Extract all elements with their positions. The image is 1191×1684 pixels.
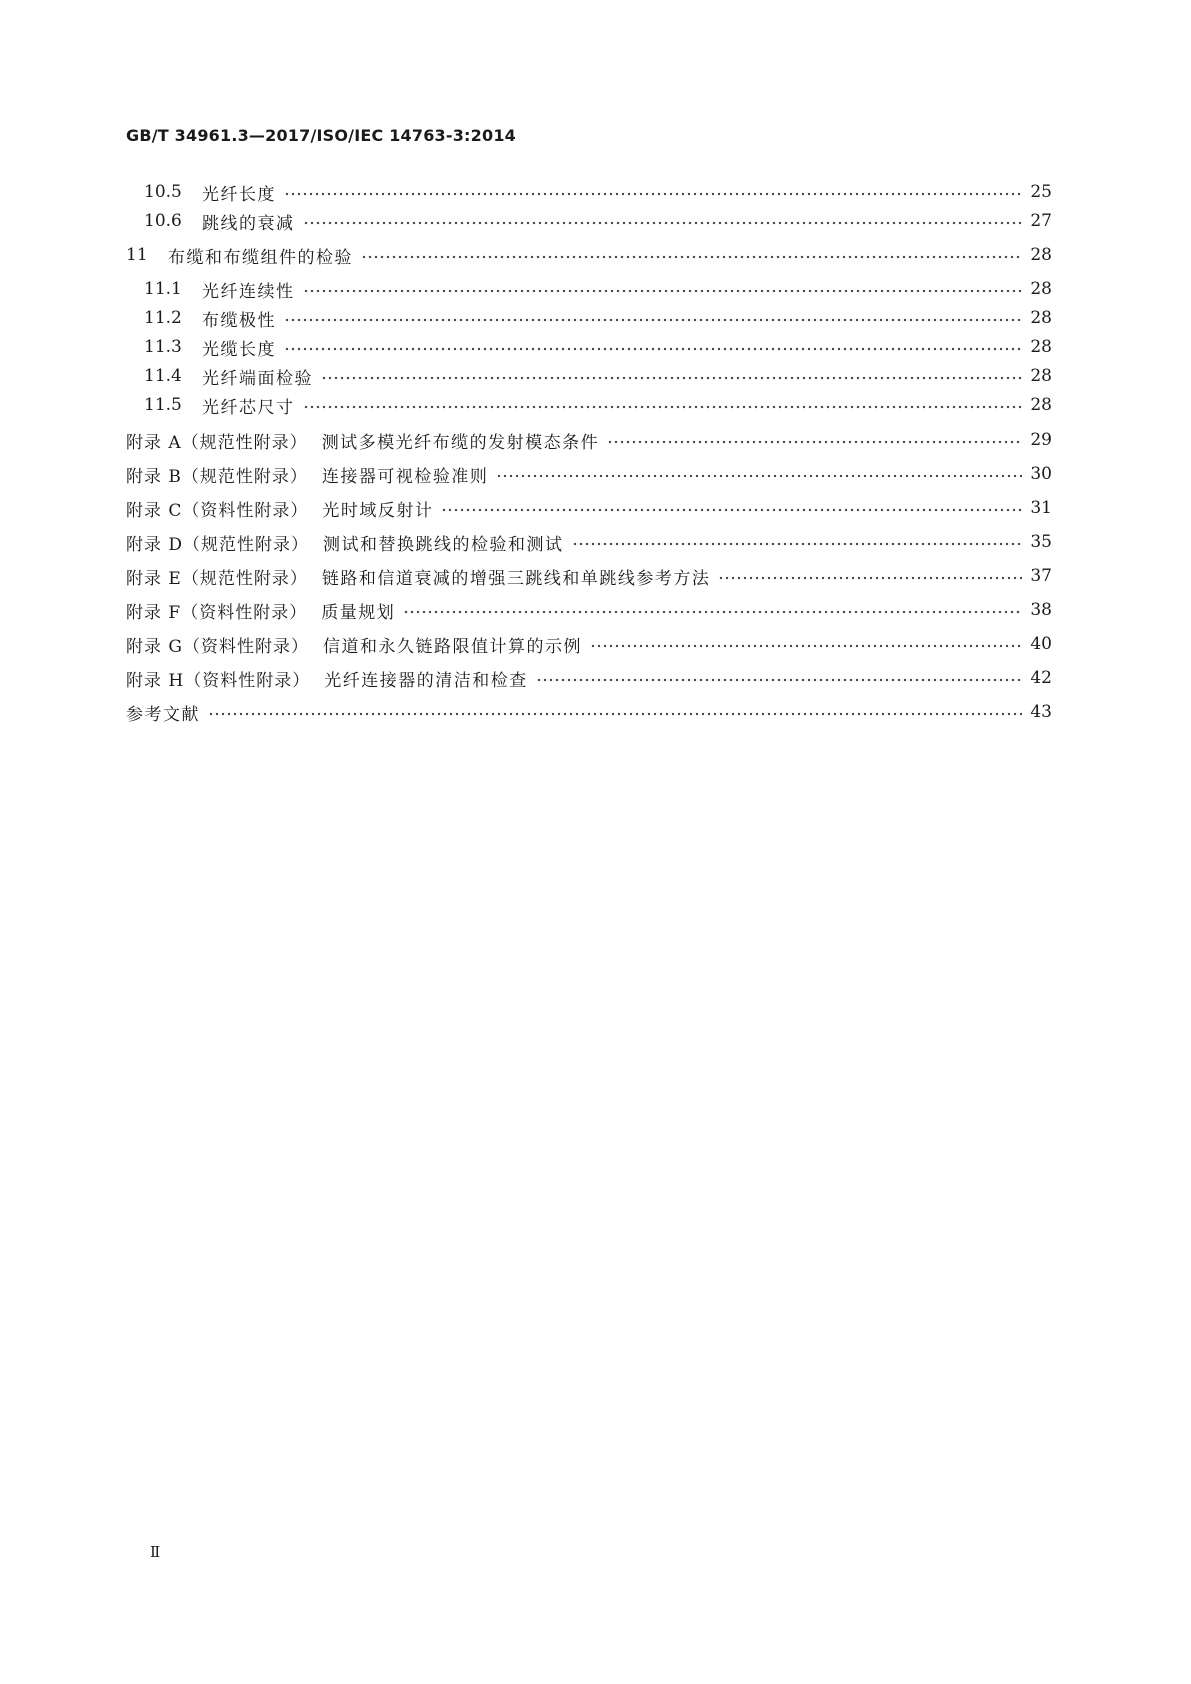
dot-leader — [718, 575, 1022, 581]
toc-entry-11[interactable] — [126, 241, 1052, 269]
toc-entry-page: 40 — [1030, 634, 1052, 654]
toc-entry-appendix-e[interactable] — [126, 562, 1052, 590]
document-header: GB/T 34961.3—2017/ISO/IEC 14763-3:2014 — [126, 126, 516, 145]
toc-entry-11-3[interactable] — [144, 333, 1052, 361]
toc-entry-page: 28 — [1030, 279, 1052, 299]
toc-entry-page: 25 — [1030, 182, 1052, 202]
toc-entry-11-4[interactable] — [144, 362, 1052, 390]
toc-entry-title: 质量规划 — [321, 602, 396, 623]
toc-entry-page: 28 — [1030, 366, 1052, 386]
toc-entry-10-5[interactable] — [144, 178, 1052, 206]
toc-entry-11-1[interactable] — [144, 275, 1052, 303]
appendix-label: 附录 F（资料性附录） — [126, 602, 308, 623]
dot-leader — [303, 288, 1023, 294]
dot-leader — [208, 711, 1022, 717]
appendix-label: 附录 E（规范性附录） — [126, 568, 308, 589]
dot-leader — [496, 473, 1022, 479]
toc-entry-appendix-d[interactable] — [126, 528, 1052, 556]
toc-entry-11-2[interactable] — [144, 304, 1052, 332]
dot-leader — [321, 375, 1022, 381]
toc-entry-number: 11 — [126, 245, 148, 265]
toc-entry-10-6[interactable] — [144, 207, 1052, 235]
toc-entry-title: 光纤连续性 — [202, 281, 295, 302]
toc-entry-title: 光时域反射计 — [322, 500, 434, 521]
toc-entry-title: 布缆极性 — [202, 310, 276, 331]
toc-entry-title: 信道和永久链路限值计算的示例 — [322, 636, 582, 657]
appendix-label: 附录 C（资料性附录） — [126, 500, 309, 521]
toc-entry-appendix-a[interactable] — [126, 426, 1052, 454]
toc-entry-title: 光缆长度 — [202, 339, 276, 360]
toc-entry-title: 参考文献 — [126, 704, 200, 725]
toc-entry-title: 测试多模光纤布缆的发射模态条件 — [321, 432, 600, 453]
toc-entry-title: 测试和替换跳线的检验和测试 — [323, 534, 564, 555]
appendix-label: 附录 B（规范性附录） — [126, 466, 308, 487]
toc-entry-appendix-c[interactable] — [126, 494, 1052, 522]
appendix-label: 附录 G（资料性附录） — [126, 636, 309, 657]
toc-entry-title: 链路和信道衰减的增强三跳线和单跳线参考方法 — [321, 568, 711, 589]
toc-entry-number: 11.4 — [144, 366, 182, 386]
toc-entry-appendix-f[interactable] — [126, 596, 1052, 624]
appendix-label: 附录 D（规范性附录） — [126, 534, 310, 555]
toc-entry-page: 37 — [1030, 566, 1052, 586]
toc-entry-appendix-g[interactable] — [126, 630, 1052, 658]
toc-entry-11-5[interactable] — [144, 391, 1052, 419]
dot-leader — [572, 541, 1022, 547]
toc-entry-page: 29 — [1030, 430, 1052, 450]
toc-entry-title: 跳线的衰减 — [202, 213, 295, 234]
toc-entry-title: 光纤芯尺寸 — [202, 397, 295, 418]
dot-leader — [536, 677, 1022, 683]
toc-entry-page: 38 — [1030, 600, 1052, 620]
dot-leader — [284, 317, 1022, 323]
dot-leader — [403, 609, 1022, 615]
toc-entry-number: 11.2 — [144, 308, 182, 328]
toc-entry-number: 10.6 — [144, 211, 182, 231]
toc-entry-title: 光纤长度 — [202, 184, 276, 205]
toc-entry-page: 28 — [1030, 337, 1052, 357]
toc-entry-title: 光纤连接器的清洁和检查 — [324, 670, 528, 691]
toc-entry-number: 11.3 — [144, 337, 182, 357]
appendix-label: 附录 H（资料性附录） — [126, 670, 311, 691]
toc-entry-number: 10.5 — [144, 182, 182, 202]
dot-leader — [607, 439, 1022, 445]
appendix-label: 附录 A（规范性附录） — [126, 432, 308, 453]
toc-entry-title: 光纤端面检验 — [202, 368, 313, 389]
page-number: Ⅱ — [150, 1543, 161, 1561]
toc-entry-page: 28 — [1030, 308, 1052, 328]
toc-entry-appendix-b[interactable] — [126, 460, 1052, 488]
toc-entry-page: 28 — [1030, 395, 1052, 415]
toc-entry-title: 连接器可视检验准则 — [321, 466, 489, 487]
dot-leader — [303, 404, 1023, 410]
dot-leader — [284, 191, 1022, 197]
toc-entry-page: 31 — [1030, 498, 1052, 518]
toc-entry-title: 布缆和布缆组件的检验 — [168, 247, 353, 268]
dot-leader — [361, 254, 1022, 260]
dot-leader — [303, 220, 1023, 226]
dot-leader — [284, 346, 1022, 352]
toc-entry-references[interactable] — [126, 698, 1052, 726]
toc-entry-page: 42 — [1030, 668, 1052, 688]
toc-entry-number: 11.5 — [144, 395, 182, 415]
toc-entry-page: 35 — [1030, 532, 1052, 552]
dot-leader — [590, 643, 1022, 649]
toc-entry-number: 11.1 — [144, 279, 182, 299]
toc-entry-page: 27 — [1030, 211, 1052, 231]
toc-entry-page: 28 — [1030, 245, 1052, 265]
toc-entry-page: 30 — [1030, 464, 1052, 484]
toc-entry-page: 43 — [1030, 702, 1052, 722]
toc-entry-appendix-h[interactable] — [126, 664, 1052, 692]
dot-leader — [441, 507, 1022, 513]
